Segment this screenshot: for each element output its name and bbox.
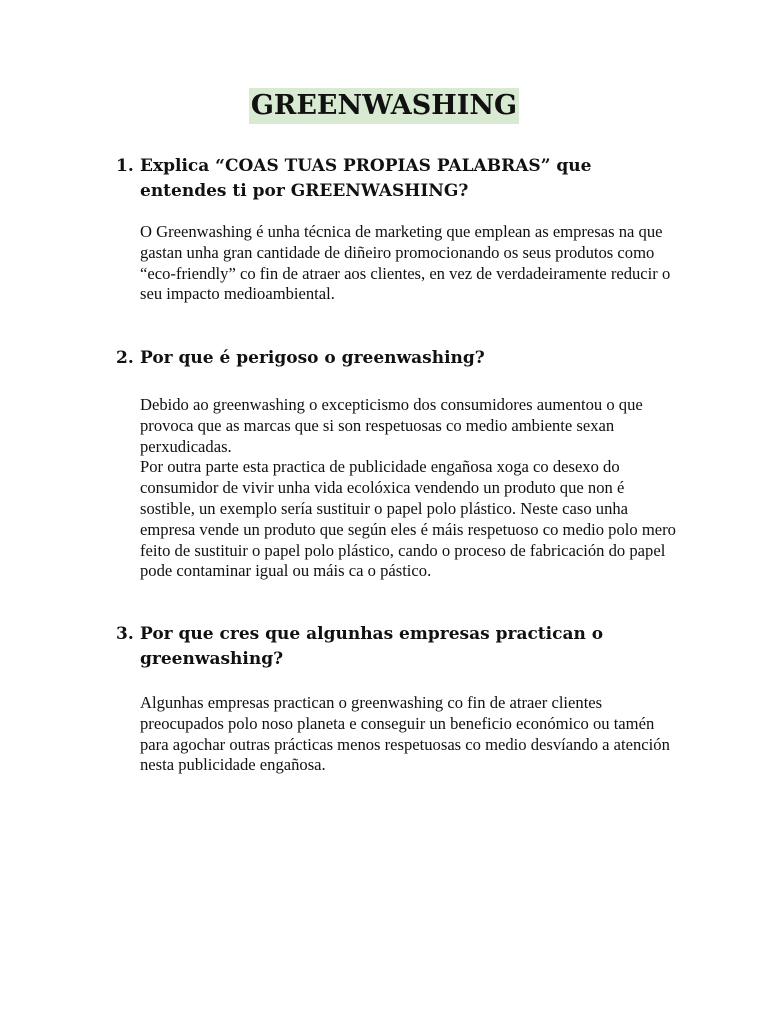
answer-2-paragraph-2: Por outra parte esta practica de publicidade engañosa xoga co desexo do consumidor de vivir unha vida ecolóxica vendendo un produto que non é sostible, un exemplo sería sustituir o papel polo plástico. Neste caso unha empresa vende un produto que según eles é máis respetuoso co medio polo mero feito de sustituir o papel polo plástico, cando o proceso de fabricación do papel pode contaminar igual ou máis ca o pástico.: [140, 457, 676, 581]
question-2-number: 2.: [116, 348, 134, 368]
question-3: [116, 622, 656, 672]
question-1-text: Explica “COAS TUAS PROPIAS PALABRAS” que entendes ti por GREENWASHING?: [140, 156, 592, 201]
question-3-text: Por que cres que algunhas empresas practican o greenwashing?: [140, 624, 604, 669]
question-3-number: 3.: [116, 624, 134, 644]
question-1-number: 1.: [116, 156, 134, 176]
document-title-block: [0, 84, 768, 124]
answer-3: [140, 693, 680, 776]
answer-3-paragraph: Algunhas empresas practican o greenwashing co fin de atraer clientes preocupados polo noso planeta e conseguir un beneficio económico ou tamén para agochar outras prácticas menos respetuosas co medio desvíando a atención nesta publicidade engañosa.: [140, 693, 670, 775]
document-title: GREENWASHING: [249, 88, 519, 124]
answer-1-paragraph: O Greenwashing é unha técnica de marketing que emplean as empresas na que gastan unha gran cantidade de diñeiro promocionando os seus produtos como “eco-friendly” co fin de atraer aos clientes, en vez de verdadeiramente reducir o seu impacto medioambiental.: [140, 222, 671, 304]
answer-2: [140, 395, 680, 582]
question-2: [116, 346, 656, 371]
answer-1: [140, 222, 680, 305]
question-2-text: Por que é perigoso o greenwashing?: [140, 348, 485, 368]
answer-2-paragraph-1: Debido ao greenwashing o excepticismo dos consumidores aumentou o que provoca que as marcas que si son respetuosas co medio ambiente sexan perxudicadas.: [140, 395, 643, 456]
question-1: [116, 154, 656, 204]
